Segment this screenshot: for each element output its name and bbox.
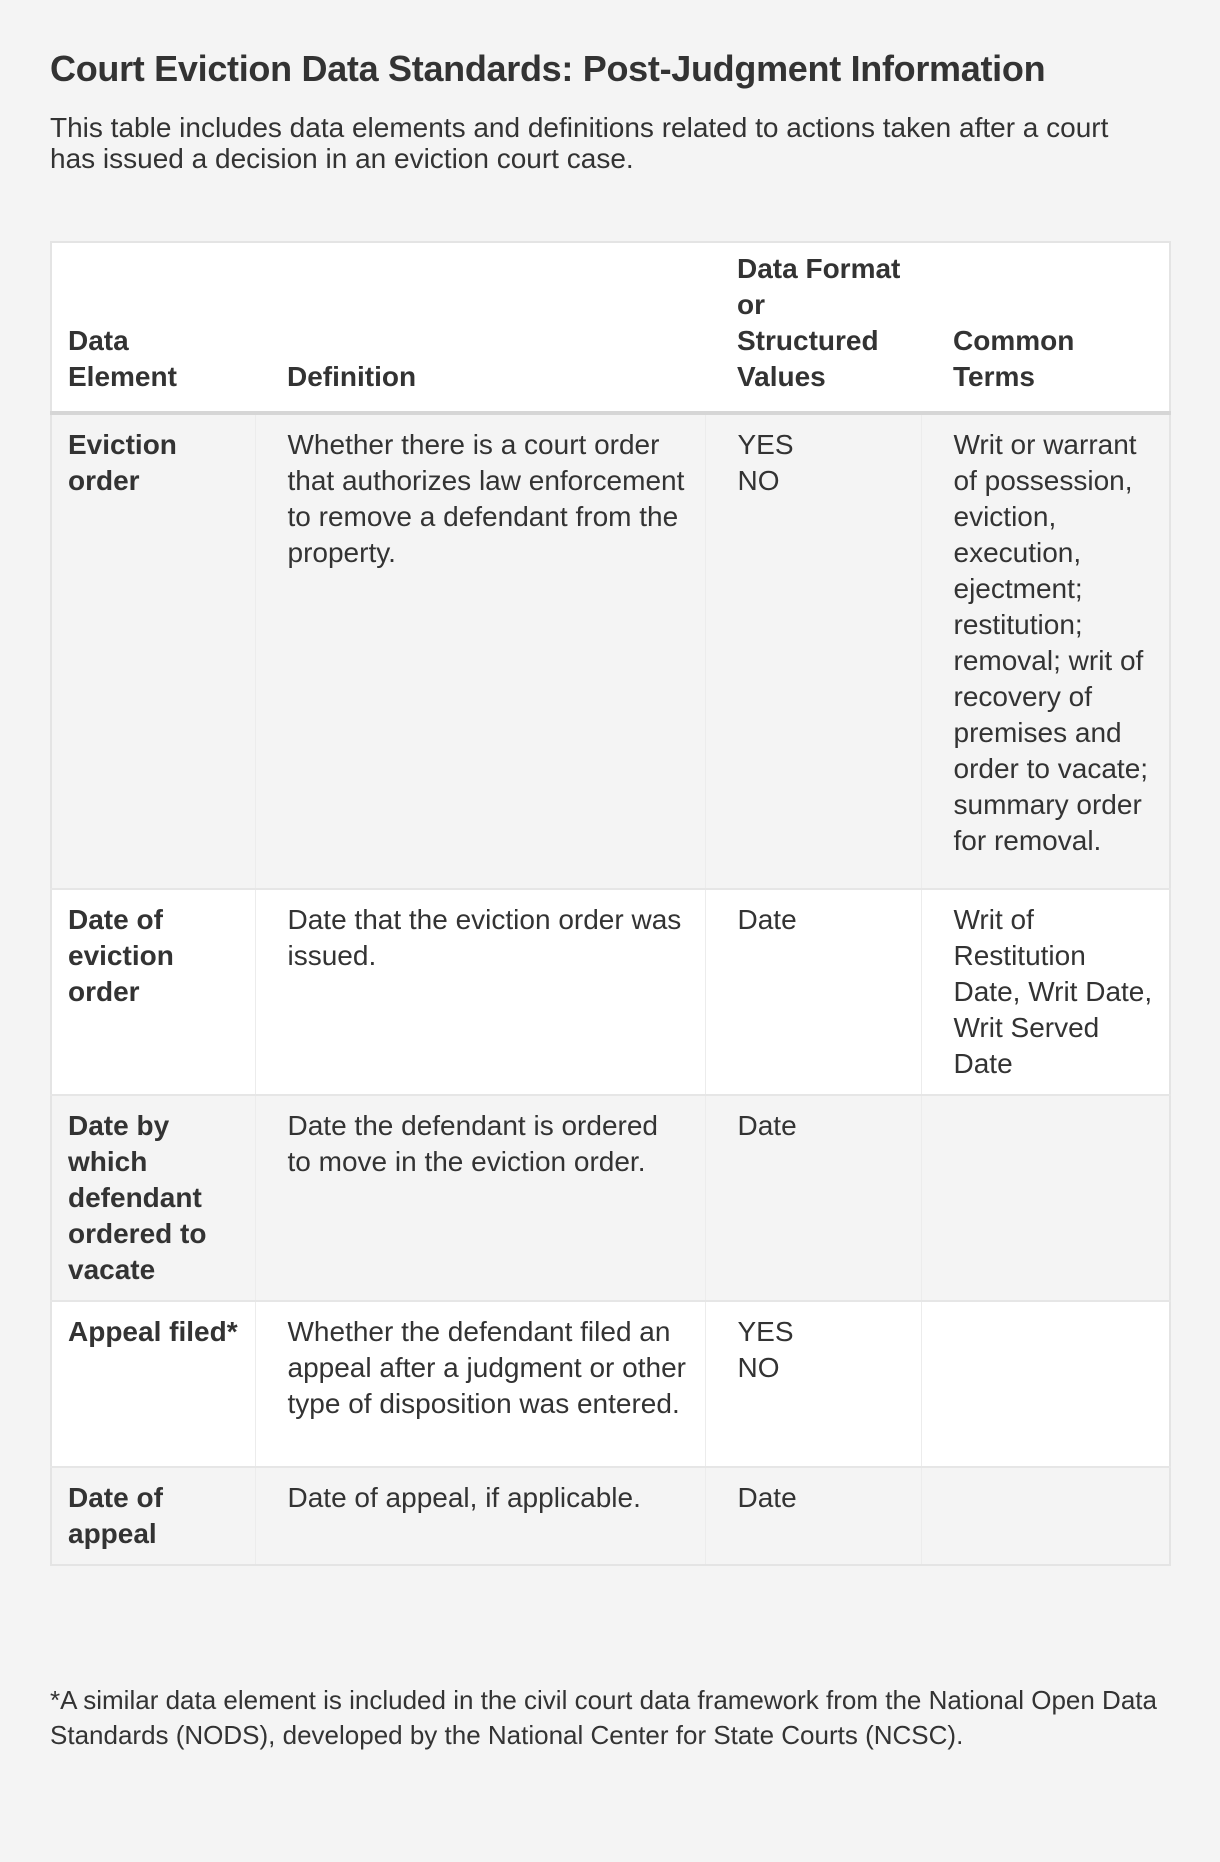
cell-definition: Date that the eviction order was issued.: [255, 889, 705, 1095]
header-data-element: Data Element: [51, 242, 255, 413]
cell-data-format: [705, 1467, 921, 1565]
header-data-format: Data Format or Structured Values: [705, 242, 921, 413]
cell-common-terms: [921, 1301, 1170, 1467]
value-option: Date: [737, 1110, 797, 1141]
cell-data-element: Date of appeal: [51, 1467, 255, 1565]
cell-data-element: Date of eviction order: [51, 889, 255, 1095]
cell-common-terms: Writ of Restitution Date, Writ Date, Writ Served Date: [921, 889, 1170, 1095]
cell-definition: Date of appeal, if applicable.: [255, 1467, 705, 1565]
table-row: [51, 1301, 1170, 1467]
cell-definition: Date the defendant is ordered to move in the eviction order.: [255, 1095, 705, 1301]
intro-text: This table includes data elements and definitions related to actions taken after a court has issued a decision in an eviction court case.: [50, 112, 1109, 174]
value-option: NO: [737, 465, 780, 496]
cell-data-element: Eviction order: [51, 413, 255, 889]
table-row: [51, 889, 1170, 1095]
cell-common-terms: [921, 1095, 1170, 1301]
cell-definition: Whether the defendant filed an appeal after a judgment or other type of disposition was entered.: [255, 1301, 705, 1467]
value-option: Date: [737, 904, 797, 935]
table-row: [51, 413, 1170, 889]
value-option: YES: [737, 429, 794, 460]
cell-data-element: Date by which defendant ordered to vacate: [51, 1095, 255, 1301]
value-option: YES: [737, 1316, 794, 1347]
cell-data-format: [705, 413, 921, 889]
value-option: Date: [737, 1482, 797, 1513]
table-row: [51, 1095, 1170, 1301]
header-common-terms: Common Terms: [921, 242, 1170, 413]
table-header-row: [51, 242, 1170, 413]
footnote: *A similar data element is included in the civil court data framework from the National Open Data Standards (NODS), developed by the National Center for State Courts (NCSC).: [50, 1685, 1157, 1750]
page-title: Court Eviction Data Standards: Post-Judgment Information: [50, 48, 1046, 89]
cell-data-format: [705, 1301, 921, 1467]
header-definition: Definition: [255, 242, 705, 413]
cell-data-format: [705, 889, 921, 1095]
cell-definition: Whether there is a court order that authorizes law enforcement to remove a defendant from the property.: [255, 413, 705, 889]
table-row: [51, 1467, 1170, 1565]
cell-common-terms: [921, 1467, 1170, 1565]
data-standards-table: [50, 241, 1171, 1566]
cell-data-element: Appeal filed*: [51, 1301, 255, 1467]
cell-data-format: [705, 1095, 921, 1301]
value-option: NO: [737, 1352, 780, 1383]
cell-common-terms: Writ or warrant of possession, eviction, execution, ejectment; restitution; removal; writ of recovery of premises and order to vacate; summary order for removal.: [921, 413, 1170, 889]
